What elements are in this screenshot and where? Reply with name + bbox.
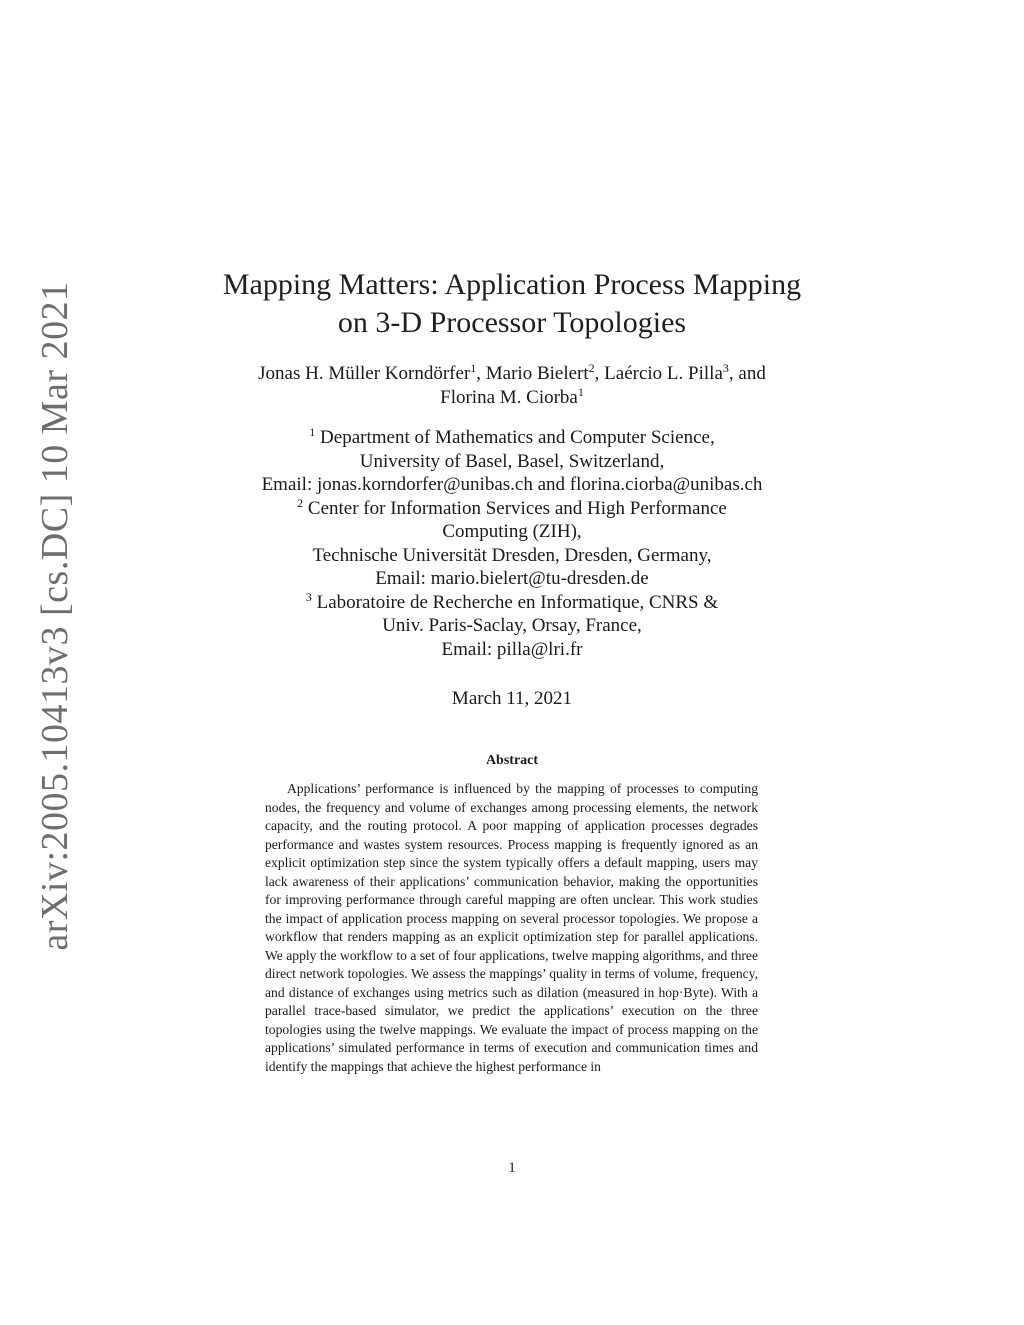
affiliation-email: Email: jonas.korndorfer@unibas.ch and florina.ciorba@unibas.ch bbox=[261, 474, 763, 495]
title-line-2: on 3-D Processor Topologies bbox=[337, 306, 687, 339]
affiliation-mark: 1 bbox=[309, 425, 316, 439]
affiliation-mark: 2 bbox=[297, 495, 304, 510]
affiliation-3 bbox=[0, 591, 1024, 662]
affiliation-line bbox=[0, 591, 1024, 615]
author-name: Florina M. Ciorba bbox=[440, 387, 578, 408]
abstract-body: Applications’ performance is influenced by the mapping of processes to computing nodes, the frequency and volume of exchanges among processing elements, the network capacity, and the routing protocol. A poor mapping of application processes degrades performance and wastes system resources. Process mapping is frequently ignored as an explicit optimization step since the system typically offers a default mapping, users may lack awareness of their applications’ communication behavior, making the opportunities for improving performance through careful mapping are often unclear. This work studies the impact of application process mapping on several processor topologies. We propose a workflow that renders mapping as an explicit optimization step for parallel applications. We apply the workflow to a set of four applications, twelve mapping algorithms, and three direct network topologies. We assess the mappings’ quality in terms of volume, frequency, and distance of exchanges using metrics such as dilation (measured in hop·Byte). With a parallel trace-based simulator, we predict the applications’ execution on the three topologies using the twelve mappings. We evaluate the impact of process mapping on the applications’ simulated performance in terms of execution and communication times and identify the mappings that achieve the highest performance in bbox=[265, 781, 758, 1074]
title-line-1: Mapping Matters: Application Process Mapping bbox=[222, 268, 802, 301]
author-name: Laércio L. Pilla bbox=[604, 363, 723, 384]
affiliation-mark: 3 bbox=[722, 361, 729, 375]
affiliation-mark: 1 bbox=[577, 385, 584, 399]
affiliation-line bbox=[0, 497, 1024, 521]
affiliation-email: Email: mario.bielert@tu-dresden.de bbox=[375, 568, 649, 589]
affiliation-mark: 3 bbox=[305, 589, 312, 604]
affiliation-line bbox=[0, 426, 1024, 450]
affiliation-1 bbox=[0, 426, 1024, 497]
affiliation-line: Technische Universität Dresden, Dresden, Germany, bbox=[312, 544, 712, 566]
author-line-1: Jonas H. Müller Korndörfer$^1$, Mario Bielert$^2$, Laércio L. Pilla$^3$, and bbox=[258, 361, 766, 384]
author-list bbox=[0, 362, 1024, 410]
arxiv-identifier-stamp: arXiv:2005.10413v3 [cs.DC] 10 Mar 2021 bbox=[34, 281, 76, 951]
affiliation-mark: 1 bbox=[470, 361, 477, 375]
page-number: 1 bbox=[508, 1160, 516, 1176]
abstract-heading: Abstract bbox=[485, 753, 539, 768]
affiliation-email: Email: pilla@lri.fr bbox=[441, 638, 583, 660]
affiliation-2 bbox=[0, 497, 1024, 591]
affiliation-mark: 2 bbox=[588, 361, 595, 375]
affiliation-line: Computing (ZIH), bbox=[442, 521, 582, 542]
affiliation-text: Department of Mathematics and Computer Science, bbox=[320, 427, 715, 448]
paper-title bbox=[0, 266, 1024, 342]
author-name: Jonas H. Müller Korndörfer bbox=[258, 363, 471, 384]
affiliation-text: Center for Information Services and High Performance bbox=[307, 497, 727, 519]
affiliation-line: University of Basel, Basel, Switzerland, bbox=[359, 450, 665, 472]
publication-date: March 11, 2021 bbox=[451, 688, 573, 709]
author-line-2 bbox=[0, 386, 1024, 410]
author-name: Mario Bielert bbox=[485, 363, 589, 384]
affiliations bbox=[0, 426, 1024, 661]
affiliation-text: Laboratoire de Recherche en Informatique, CNRS & bbox=[316, 591, 719, 613]
author-conjunction: and bbox=[738, 363, 766, 384]
affiliation-line: Univ. Paris-Saclay, Orsay, France, bbox=[382, 615, 642, 636]
